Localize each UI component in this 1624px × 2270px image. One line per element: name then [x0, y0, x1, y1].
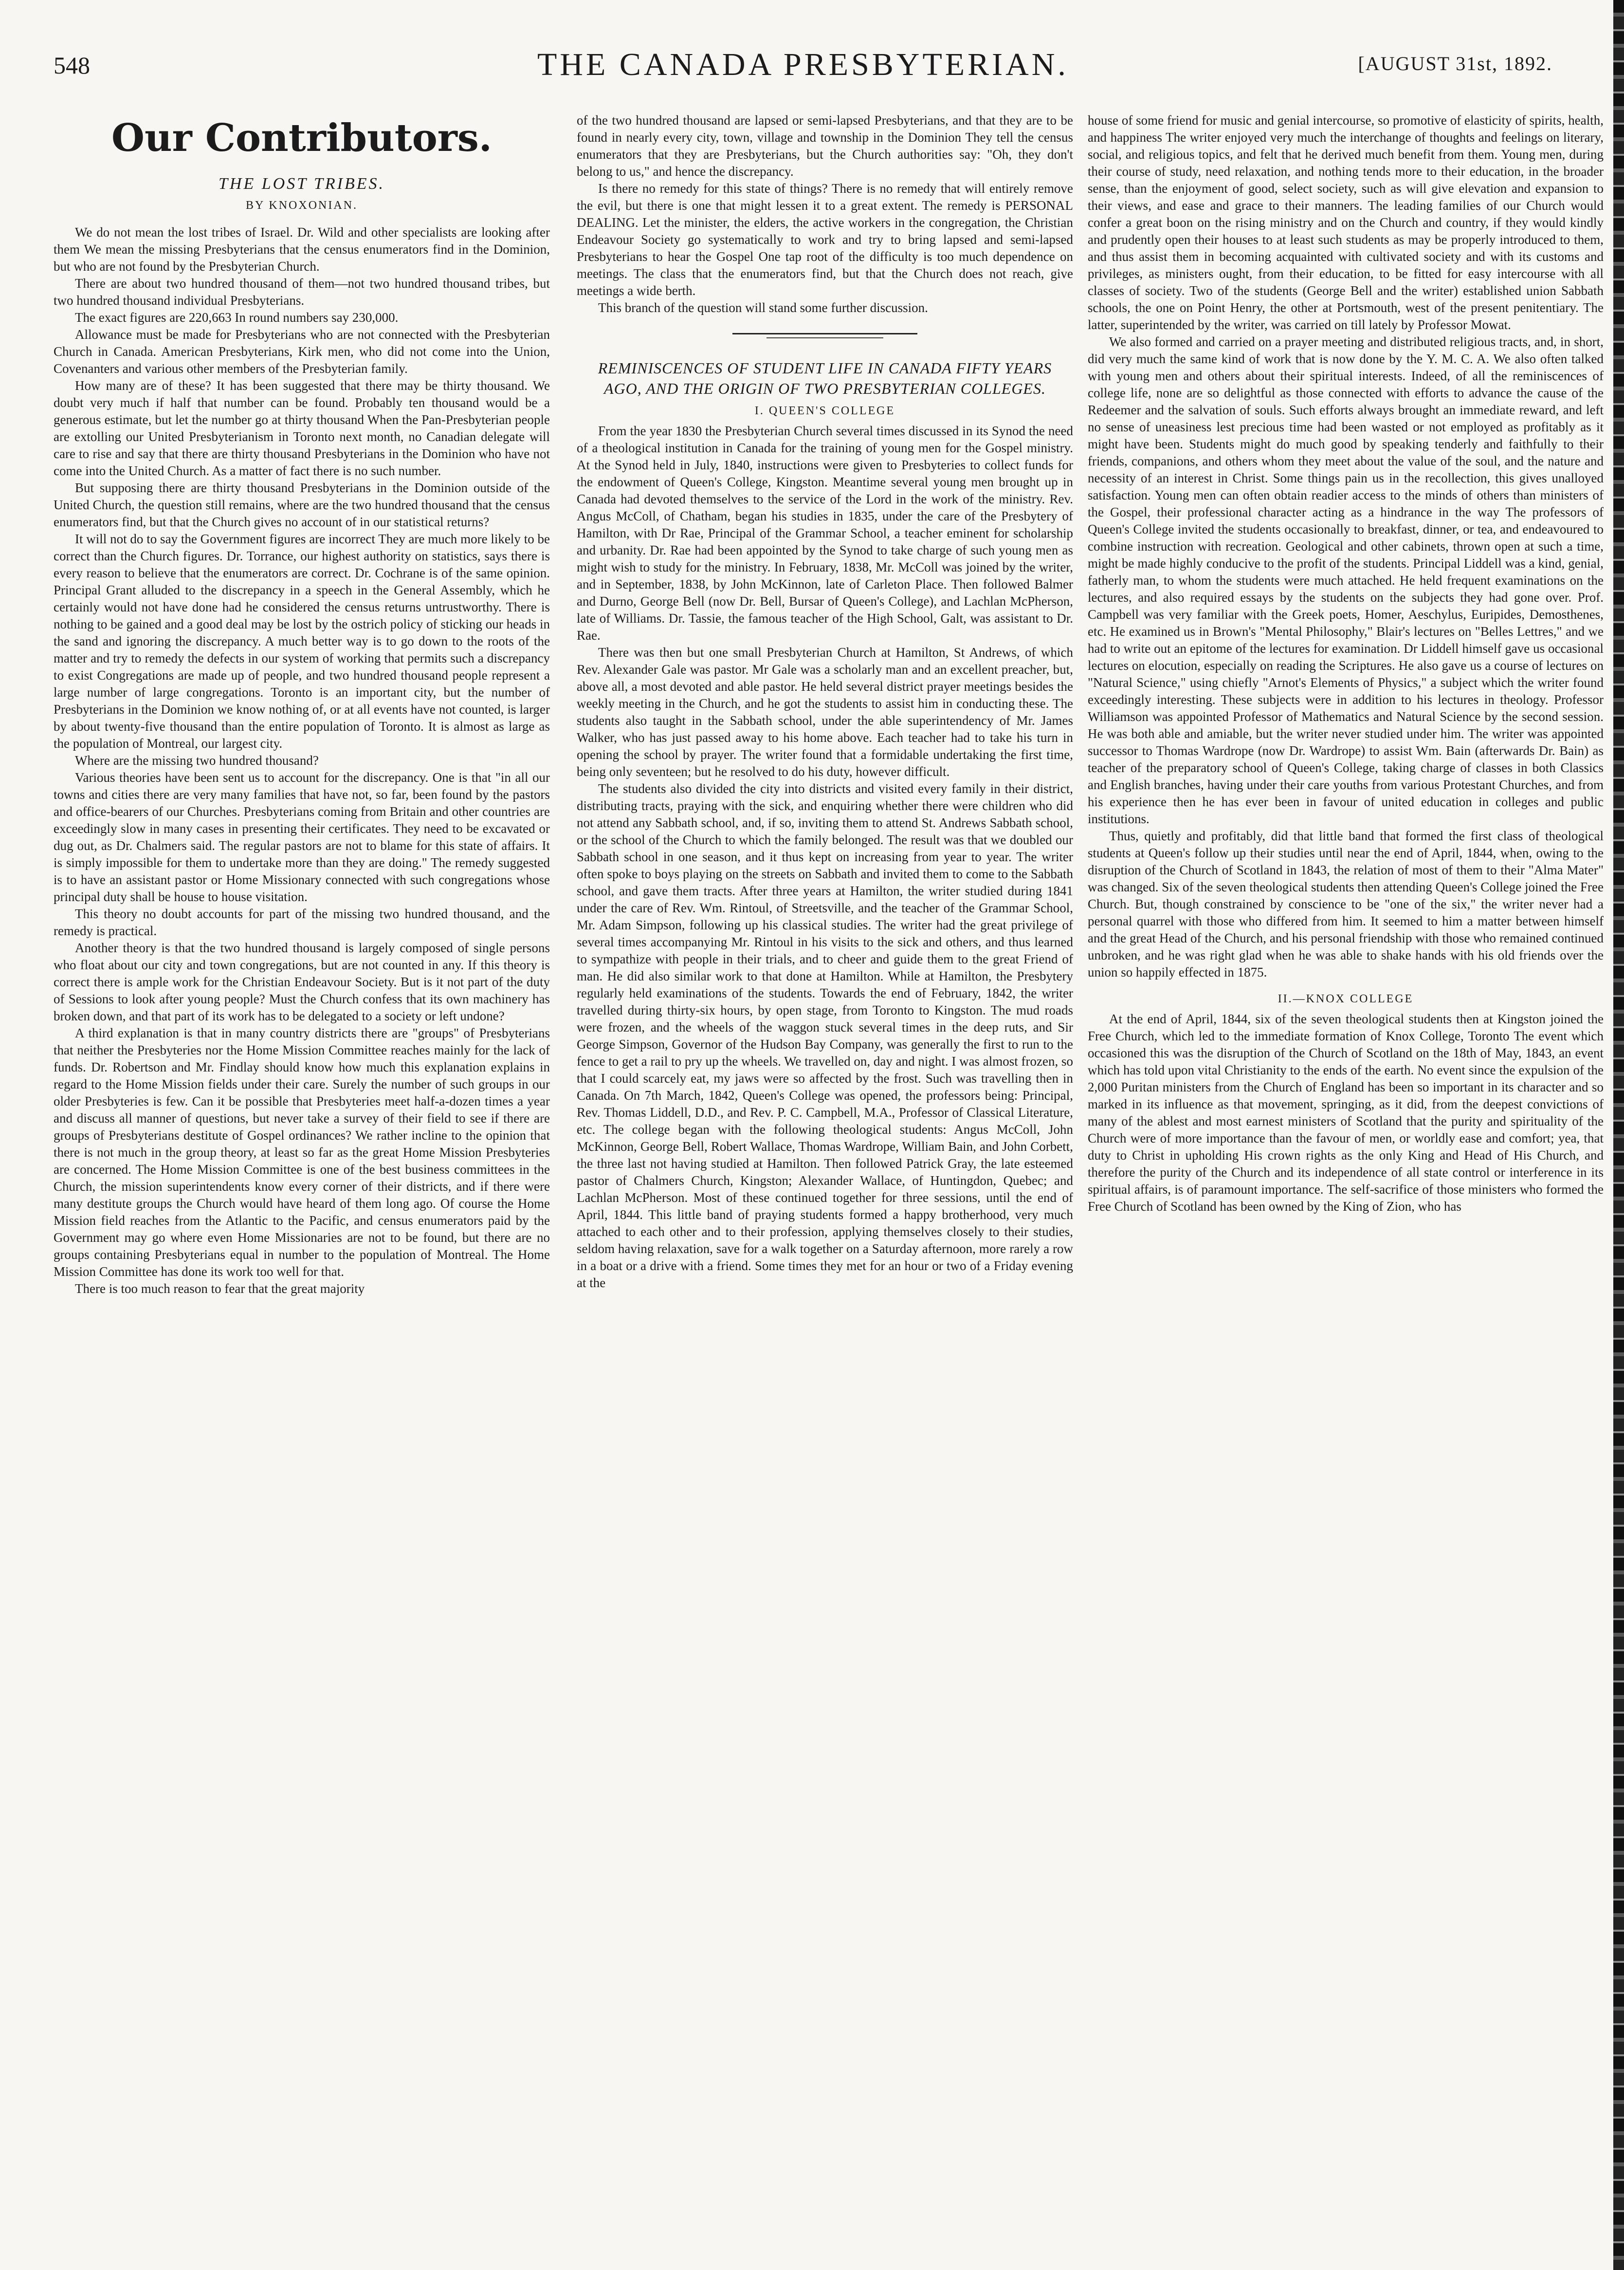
article-title: THE LOST TRIBES.	[218, 175, 385, 193]
section-title: Our Contributors.	[111, 116, 492, 160]
page-number: 548	[54, 52, 90, 79]
paragraph: Where are the missing two hundred thousand?	[75, 753, 319, 768]
paragraph: Various theories have been sent us to account for the discrepancy. One is that "in all our towns and cities there are very many families that have not, so far, been found by the pastors and office-bearers of our Churches. Presbyterians coming from Britain and other countries are exceedingly slow in many cases in presenting their certificates. They need to be excavated or dug out, as Dr. Chalmers said. The regular pastors are not to blame for this state of affairs. It is simply impossible for them to undertake more than they are doing." The remedy suggested is to have an assistant pastor or Home Missionary connected with such congregations whose principal duty shall be house to house visitation.	[54, 770, 550, 904]
article-title: REMINISCENCES OF STUDENT LIFE IN CANADA FIFTY YEARS AGO, AND THE ORIGIN OF TWO PRESBYTERIAN COLLEGES.	[598, 359, 1052, 397]
paragraph: There are about two hundred thousand of them—not two hundred thousand tribes, but two hundred thousand individual Presbyterians.	[54, 276, 550, 308]
column-1	[54, 112, 550, 2251]
paragraph: But supposing there are thirty thousand Presbyterians in the Dominion outside of the United Church, the question still remains, where are the two hundred thousand that the census enumerators find, but that the Church gives no account of in our statistical returns?	[54, 480, 550, 529]
part-heading: I. QUEEN'S COLLEGE	[754, 405, 895, 417]
issue-date: [AUGUST 31st, 1892.	[1358, 53, 1552, 74]
paragraph: Another theory is that the two hundred thousand is largely composed of single persons who float about our city and town congregations, but are not counted in any. If this theory is correct there is ample work for the Christian Endeavour Society. But is it not part of the duty of Sessions to look after young people? Must the Church confess that its own machinery has broken down, and that part of its work has to be delegated to a society or left undone?	[54, 941, 550, 1023]
paragraph: We also formed and carried on a prayer meeting and distributed religious tracts, and, in short, did very much the same kind of work that is now done by the Y. M. C. A. We also often talked with young men and others about their spiritual interests. Indeed, of all the reminiscences of college life, none are so delightful as those connected with efforts to advance the cause of the Redeemer and the salvation of souls. Such efforts always brought an immediate reward, and left no sense of uneasiness lest precious time had been wasted or not employed as profitably as it might have been. Students might do much good by speaking tenderly and faithfully to their friends, companions, and others whom they meet about the value of the soul, and the nature and necessity of an interest in Christ. Some things pain us in the recollection, this gives unalloyed satisfaction. Young men can often obtain readier access to the minds of others than ministers of the Gospel, their professional character acting as a hindrance in the way The professors of Queen's College invited the students occasionally to breakfast, dinner, or tea, and endeavoured to combine instruction with recreation. Geological and other cabinets, thrown open at such a time, might be made highly conducive to the profit of the students. Principal Liddell was a kind, genial, fatherly man, to whom the students were much attached. He held frequent examinations on the lectures, and also required essays by the students on the subjects they had gone over. Prof. Campbell was very familiar with the Greek poets, Homer, Aeschylus, Euripides, Demosthenes, etc. He examined us in Brown's "Mental Philosophy," Blair's lectures on "Belles Lettres," and we had to write out an epitome of the lectures for examination. Dr Liddell himself gave us occasional lectures on elocution, especially on reading the Scriptures. He also gave us a course of lectures on "Natural Science," using chiefly "Arnot's Elements of Physics," a subject which the writer found exceedingly interesting. These subjects were in addition to his lectures in theology. Professor Williamson was appointed Professor of Mathematics and Natural Science by the second session. He was both able and amiable, but the writer never studied under him. The writer was appointed successor to Thomas Wardrope (now Dr. Wardrope) to assist Wm. Bain (afterwards Dr. Bain) as teacher of the preparatory school of Queen's College, taking charge of classes in both Classics and English branches, having under their care youths from various Protestant Churches, and from his experience then he has ever been in favour of united education in colleges and public institutions.	[1088, 334, 1604, 826]
paragraph: This branch of the question will stand some further discussion.	[598, 300, 928, 315]
paragraph: of the two hundred thousand are lapsed or semi-lapsed Presbyterians, and that they are to be found in nearly every city, town, village and township in the Dominion They tell the census enumerators that they are Presbyterians, but the Church authorities say: "Oh, they don't belong to us," and hence the discrepancy.	[577, 113, 1073, 179]
paragraph: house of some friend for music and genial intercourse, so promotive of elasticity of spirits, health, and happiness The writer enjoyed very much the interchange of thoughts and feelings on literary, social, and religious topics, and felt that he derived much benefit from them. Young men, during their course of study, need relaxation, and nothing tends more to their education, in the broader sense, than the enjoyment of good, select society, such as will give elevation and expansion to their views, and ease and grace to their manners. The leading families of our Church would confer a great boon on the rising ministry and on the Church and country, if they would kindly and prudently open their houses to at least such students as may be properly introduced to them, and thus assist them in becoming acquainted with cultivated society and with its customs and privileges, as ministers ought, from their education, to be fitted for easy intercourse with all classes of society. Two of the students (George Bell and the writer) established union Sabbath schools, the one on Point Henry, the other at Portsmouth, west of the present penitentiary. The latter, superintended by the writer, was carried on till lately by Professor Mowat.	[1088, 113, 1604, 332]
paragraph: Is there no remedy for this state of things? There is no remedy that will entirely remove the evil, but there is one that might lessen it to a great extent. The remedy is PERSONAL DEALING. Let the minister, the elders, the active workers in the congregation, the Christian Endeavour Society go systematically to work and try to bring lapsed and semi-lapsed Presbyterians to hear the Gospel One tap root of the difficulty is too much dependence on meetings. The class that the enumerators find, but that the Church does not reach, give meetings a wide berth.	[577, 181, 1073, 298]
divider	[766, 337, 883, 338]
paragraph: From the year 1830 the Presbyterian Church several times discussed in its Synod the need of a theological institution in Canada for the training of young men for the Gospel ministry. At the Synod held in July, 1840, instructions were given to Presbyteries to collect funds for the endowment of Queen's College, Kingston. Meantime several young men brought up in Canada had devoted themselves to the service of the Lord in the work of the ministry. Rev. Angus McColl, of Chatham, began his studies in 1835, under the care of the Presbytery of Hamilton, with Dr Rae, Principal of the Grammar School, a teacher eminent for scholarship and urbanity. Dr. Rae had been appointed by the Synod to take charge of such young men as might wish to study for the ministry. In February, 1838, Mr. McColl was joined by the writer, and in September, 1838, by John McKinnon, late of Carleton Place. Then followed Balmer and Durno, George Bell (now Dr. Bell, Bursar of Queen's College), and Lachlan McPherson, late of Williams. Dr. Tassie, the famous teacher of the High School, Galt, was assistant to Dr. Rae.	[577, 424, 1073, 643]
part-heading: II.—KNOX COLLEGE	[1277, 993, 1414, 1005]
paragraph: A third explanation is that in many country districts there are "groups" of Presbyterians that neither the Presbyteries nor the Home Mission Committee reaches mainly for the lack of funds. Dr. Robertson and Mr. Findlay should know how much this explanation explains in regard to the Home Mission fields under their care. Surely the number of such groups in our older Presbyteries is few. Can it be possible that Presbyteries meet half-a-dozen times a year and discuss all manner of questions, but never take a survey of their field to see if there are groups of Presbyterians destitute of Gospel ordinances? We rather incline to the opinion that there is not much in the group theory, at least so far as the great Home Mission Presbyteries are concerned. The Home Mission Committee is one of the best business committees in the Church, the mission superintendents know every corner of their districts, and if there were many destitute groups the Church would have heard of them long ago. Of course the Home Mission field reaches from the Atlantic to the Pacific, and census enumerators paid by the Government may go where even Home Missionaries are not to be found, but there are no groups containing Presbyterians equal in number to the population of Montreal. The Home Mission Committee has done its work too well for that.	[54, 1026, 550, 1279]
page-edge	[1613, 0, 1624, 2270]
paragraph: The exact figures are 220,663 In round numbers say 230,000.	[75, 310, 399, 325]
column-2	[577, 112, 1073, 2251]
paragraph: We do not mean the lost tribes of Israel. Dr. Wild and other specialists are looking after them We mean the missing Presbyterians that the census enumerators find in the Dominion, but who are not found by the Presbyterian Church.	[54, 225, 550, 274]
paragraph: There was then but one small Presbyterian Church at Hamilton, St Andrews, of which Rev. Alexander Gale was pastor. Mr Gale was a scholarly man and an excellent preacher, but, above all, a most devoted and able pastor. He held several district prayer meetings besides the weekly meeting in the Church, and he got the students to assist him in conducting these. The students also taught in the Sabbath school, under the able superintendency of Mr. James Walker, who has just passed away to his home above. Each teacher had to take his turn in opening the school by prayer. The writer found that a formidable undertaking the first time, being only seventeen; but he resolved to do his duty, however difficult.	[577, 645, 1073, 779]
paragraph: This theory no doubt accounts for part of the missing two hundred thousand, and the remedy is practical.	[54, 906, 550, 938]
paragraph: At the end of April, 1844, six of the seven theological students then at Kingston joined the Free Church, which led to the immediate formation of Knox College, Toronto The event which occasioned this was the disruption of the Church of Scotland on the 18th of May, 1843, an event which has told upon vital Christianity to the ends of the earth. No event since the expulsion of the 2,000 Puritan ministers from the Church of England has been so important in its character and so marked in its influence as that movement, springing, as it did, from the deepest convictions of many of the ablest and most earnest ministers of Scotland that the purity and spirituality of the Church were of more importance than the favour of men, or worldly ease and comfort; yea, that duty to Christ in upholding His crown rights as the only King and Head of His Church, and therefore the purity of the Church and its independence of all state control or interference in its spiritual affairs, is of paramount importance. The self-sacrifice of those ministers who formed the Free Church of Scotland has been owned by the King of Zion, who has	[1088, 1012, 1604, 1214]
masthead	[54, 46, 1552, 85]
paragraph: Thus, quietly and profitably, did that little band that formed the first class of theological students at Queen's follow up their studies until near the end of April, 1844, when, owing to the disruption of the Church of Scotland in 1843, the relation of most of them to their "Alma Mater" was changed. Six of the seven theological students then attending Queen's College joined the Free Church. But, though constrained by conscience to be "one of the six," the writer never had a personal quarrel with those who differed from him. It seemed to him a matter between himself and the great Head of the Church, and his personal friendship with those who remained continued unbroken, and he was right glad when he was able to shake hands with his old friends over the union so happily effected in 1875.	[1088, 829, 1604, 979]
paragraph: How many are of these? It has been suggested that there may be thirty thousand. We doubt very much if half that number can be found. Probably ten thousand would be a generous estimate, but let the number go at thirty thousand When the Pan-Presbyterian people are extolling our United Presbyterianism in Toronto next month, no Canadian delegate will care to rise and say that there are thirty thousand Presbyterians in the Dominion who have not come into the United Church. As a matter of fact there is no such number.	[54, 378, 550, 478]
column-3	[1088, 112, 1604, 2251]
paragraph: It will not do to say the Government figures are incorrect They are much more likely to be correct than the Church figures. Dr. Torrance, our highest authority on statistics, says there is every reason to believe that the enumerators are correct. Dr. Cochrane is of the same opinion. Principal Grant alluded to the discrepancy in a speech in the General Assembly, which he certainly would not have done had he considered the census returns untrustworthy. There is nothing to be gained and a good deal may be lost by the ostrich policy of sticking our heads in the sand and ignoring the discrepancy. A much better way is to go down to the roots of the matter and try to remedy the defects in our system of working that permits such a discrepancy to exist Congregations are made up of people, and two hundred thousand people represent a large number of large congregations. Toronto is an important city, but the number of Presbyterians in the Dominion we know nothing of, or at all events have not counted, is larger by about twenty-five thousand than the entire population of Toronto. It is almost as large as the population of Montreal, our largest city.	[54, 532, 550, 751]
paper-name: THE CANADA PRESBYTERIAN.	[537, 47, 1069, 82]
paragraph: The students also divided the city into districts and visited every family in their district, distributing tracts, praying with the sick, and enquiring whether there were children who did not attend any Sabbath school, and, if so, inviting them to attend St. Andrews Sabbath school, or the school of the Church to which the family belonged. The result was that we doubled our Sabbath school in one season, and it thus kept on increasing from year to year. The writer often spoke to boys playing on the streets on Sabbath and invited them to come to the Sabbath school, and gave them tracts. After three years at Hamilton, the writer studied during 1841 under the care of Rev. Wm. Rintoul, of Streetsville, and the teacher of the Grammar School, Mr. Adam Simpson, following up his classical studies. The writer had the great privilege of several times accompanying Mr. Rintoul in his visits to the sick and others, and thus learned to sympathize with people in their trials, and to cheer and guide them to the great Friend of man. He did also similar work to that done at Hamilton. While at Hamilton, the Presbytery regularly held examinations of the students. Towards the end of February, 1842, the writer travelled during thirty-six hours, by open stage, from Toronto to Kingston. The mud roads were frozen, and the wheels of the waggon stuck several times in the deep ruts, and Sir George Simpson, Governor of the Hudson Bay Company, was generally the first to run to the fence to get a rail to pry up the wheels. We travelled on, day and night. I was almost frozen, so that I could scarcely eat, my jaws were so affected by the frost. Such was travelling then in Canada. On 7th March, 1842, Queen's College was opened, the professors being: Principal, Rev. Thomas Liddell, D.D., and Rev. P. C. Campbell, M.A., Professor of Classical Literature, etc. The college began with the following theological students: Angus McColl, John McKinnon, George Bell, Robert Wallace, Thomas Wardrope, William Bain, and John Corbett, the three last not having studied at Hamilton. Then followed Patrick Gray, the late esteemed pastor of Chalmers Church, Kingston; Alexander Wallace, of Huntingdon, Quebec; and Lachlan McPherson. Most of these continued together for three sessions, until the end of April, 1844. This little band of praying students formed a happy brotherhood, very much attached to each other and to their profession, applying themselves closely to their studies, seldom having relaxation, save for a walk together on a Saturday afternoon, more rarely a row in a boat or a drive with a friend. Some times they met for an hour or two of a Friday evening at the	[577, 781, 1073, 1290]
divider	[732, 333, 917, 334]
paragraph: There is too much reason to fear that the great majority	[75, 1281, 365, 1296]
paragraph: Allowance must be made for Presbyterians who are not connected with the Presbyterian Church in Canada. American Presbyterians, Kirk men, who did not come into the Union, Covenanters and various other members of the Presbyterian family.	[54, 327, 550, 376]
byline: BY KNOXONIAN.	[245, 199, 358, 212]
